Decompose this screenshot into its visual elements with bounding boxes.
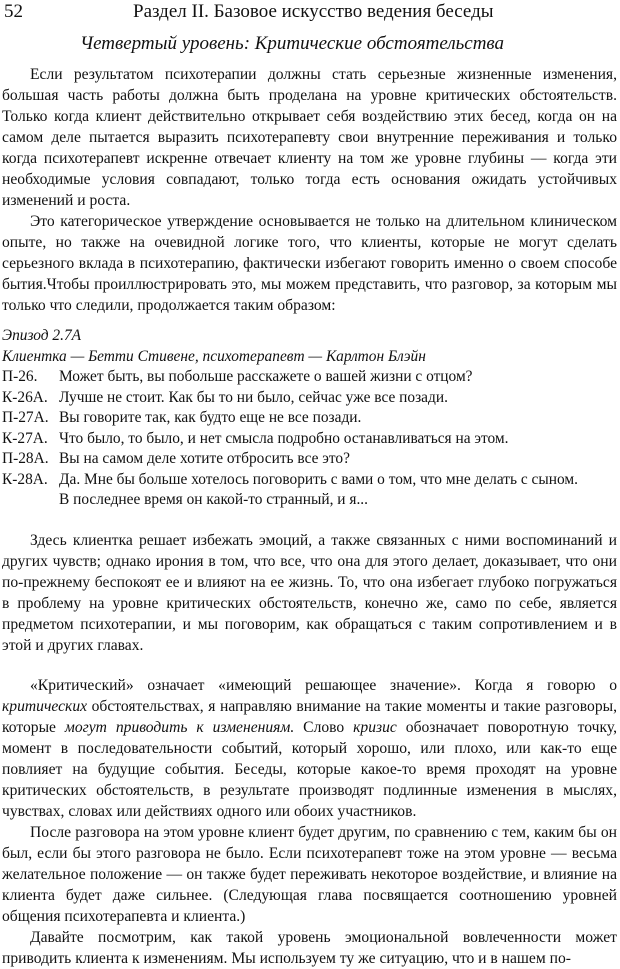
episode-title: Эпизод 2.7А xyxy=(2,327,82,344)
episode-transcript xyxy=(2,326,617,511)
dialogue-line xyxy=(2,429,617,450)
episode-cast: Клиентка — Бетти Стивене, психотерапевт — Карлтон Блэйн xyxy=(2,347,426,365)
dialogue-text: Вы на самом деле хотите отбросить все это? xyxy=(59,450,350,467)
speaker-label: К-28А. xyxy=(2,470,48,488)
dialogue-text: Может быть, вы побольше расскажете о вашей жизни с отцом? xyxy=(59,368,473,385)
speaker-label: К-26А. xyxy=(2,388,48,406)
running-head: Раздел II. Базовое искусство ведения беседы xyxy=(133,1,494,22)
paragraph: Это категорическое утверждение основывается не только на длительном клиническом опыте, но также на очевидной логике того, что клиенты, которые не могут сделать серьезного вклада в психотерапию, фактически избегают говорить именно о своем способе бытия.Чтобы проиллюстрировать это, мы можем представить, что разговор, за которым мы только что следили, продолжается таким образом: xyxy=(2,213,617,314)
section-title: Четвертый уровень: Критические обстоятельства xyxy=(80,33,505,54)
page-body xyxy=(2,64,617,969)
dialogue-text: Что было, то было, и нет смысла подробно останавливаться на этом. xyxy=(59,429,509,447)
dialogue-continuation: В последнее время он какой-то странный, и я... xyxy=(59,491,368,508)
dialogue-line xyxy=(2,470,617,491)
dialogue-line xyxy=(2,367,617,388)
dialogue-text: Вы говорите так, как будто еще не все позади. xyxy=(59,409,362,426)
dialogue-text: Лучше не стоит. Как бы то ни было, сейчас уже все позади. xyxy=(59,388,448,406)
dialogue-line xyxy=(2,449,617,470)
emphasis: критических xyxy=(2,697,88,715)
dialogue-line xyxy=(2,388,617,409)
page-number: 52 xyxy=(4,1,23,22)
paragraph: После разговора на этом уровне клиент будет другим, по сравнению с тем, каким бы он был, если бы этого разговора не было. Если психотерапевт тоже на этом уровне — весьма желательное положение — он также будет переживать некоторое воздействие, и влияние на клиента будет даже сильнее. (Следующая глава посвящается соотношению уровней общения психотерапевта и клиента.) xyxy=(2,823,617,925)
paragraph: Здесь клиентка решает избежать эмоций, а также связанных с ними воспоминаний и других чувств; однако ирония в том, что все, что она для этого делает, доказывает, что они по-прежнему беспокоят ее и влияют на ее жизнь. То, что она избегает глубоко погружаться в проблему на уровне критических обстоятельств, конечно же, само по себе, является предметом психотерапии, и мы поговорим, как обращаться с таким сопротивлением и в этой и других главах. xyxy=(2,531,617,654)
paragraph: Если результатом психотерапии должны стать серьезные жизненные изменения, большая часть работы должна быть проделана на уровне критических обстоятельств. Только когда клиент действительно открывает себя воздействию этих бесед, когда он на самом деле пытается выразить психотерапевту свои внутренние переживания и только когда психотерапевт искренне отвечает клиенту на том же уровне глубины — когда эти необходимые условия совпадают, только тогда есть основания ожидать устойчивых изменений и роста. xyxy=(2,66,617,209)
dialogue-text: Да. Мне бы больше хотелось поговорить с вами о том, что мне делать с сыном. xyxy=(59,470,578,488)
paragraph: Давайте посмотрим, как такой уровень эмоциональной вовлеченности может приводить клиента к изменениям. Мы используем ту же ситуацию, что и в нашем по- xyxy=(2,928,617,967)
dialogue-line xyxy=(2,408,617,429)
speaker-label: П-27А. xyxy=(2,409,49,426)
emphasis: кризис xyxy=(353,718,397,736)
emphasis: могут приводить к изменениям. xyxy=(64,718,295,736)
speaker-label: П-26. xyxy=(2,368,38,385)
page-header xyxy=(2,0,617,24)
speaker-label: П-28А. xyxy=(2,450,49,467)
speaker-label: К-27А. xyxy=(2,429,48,447)
paragraph: «Критический» означает «имеющий решающее значение». Когда я говорю о критических обстоятельствах, я направляю внимание на такие моменты и такие разговоры, которые могут приводить к изменениям. Слово кризис обозначает поворотную точку, момент в последовательности событий, который хорошо, или плохо, или как-то еще повлияет на будущие события. Беседы, которые какое-то время проходят на уровне критических обстоятельств, в результате производят подлинные изменения в мыслях, чувствах, словах или действиях одного или обоих участников. xyxy=(2,676,617,820)
